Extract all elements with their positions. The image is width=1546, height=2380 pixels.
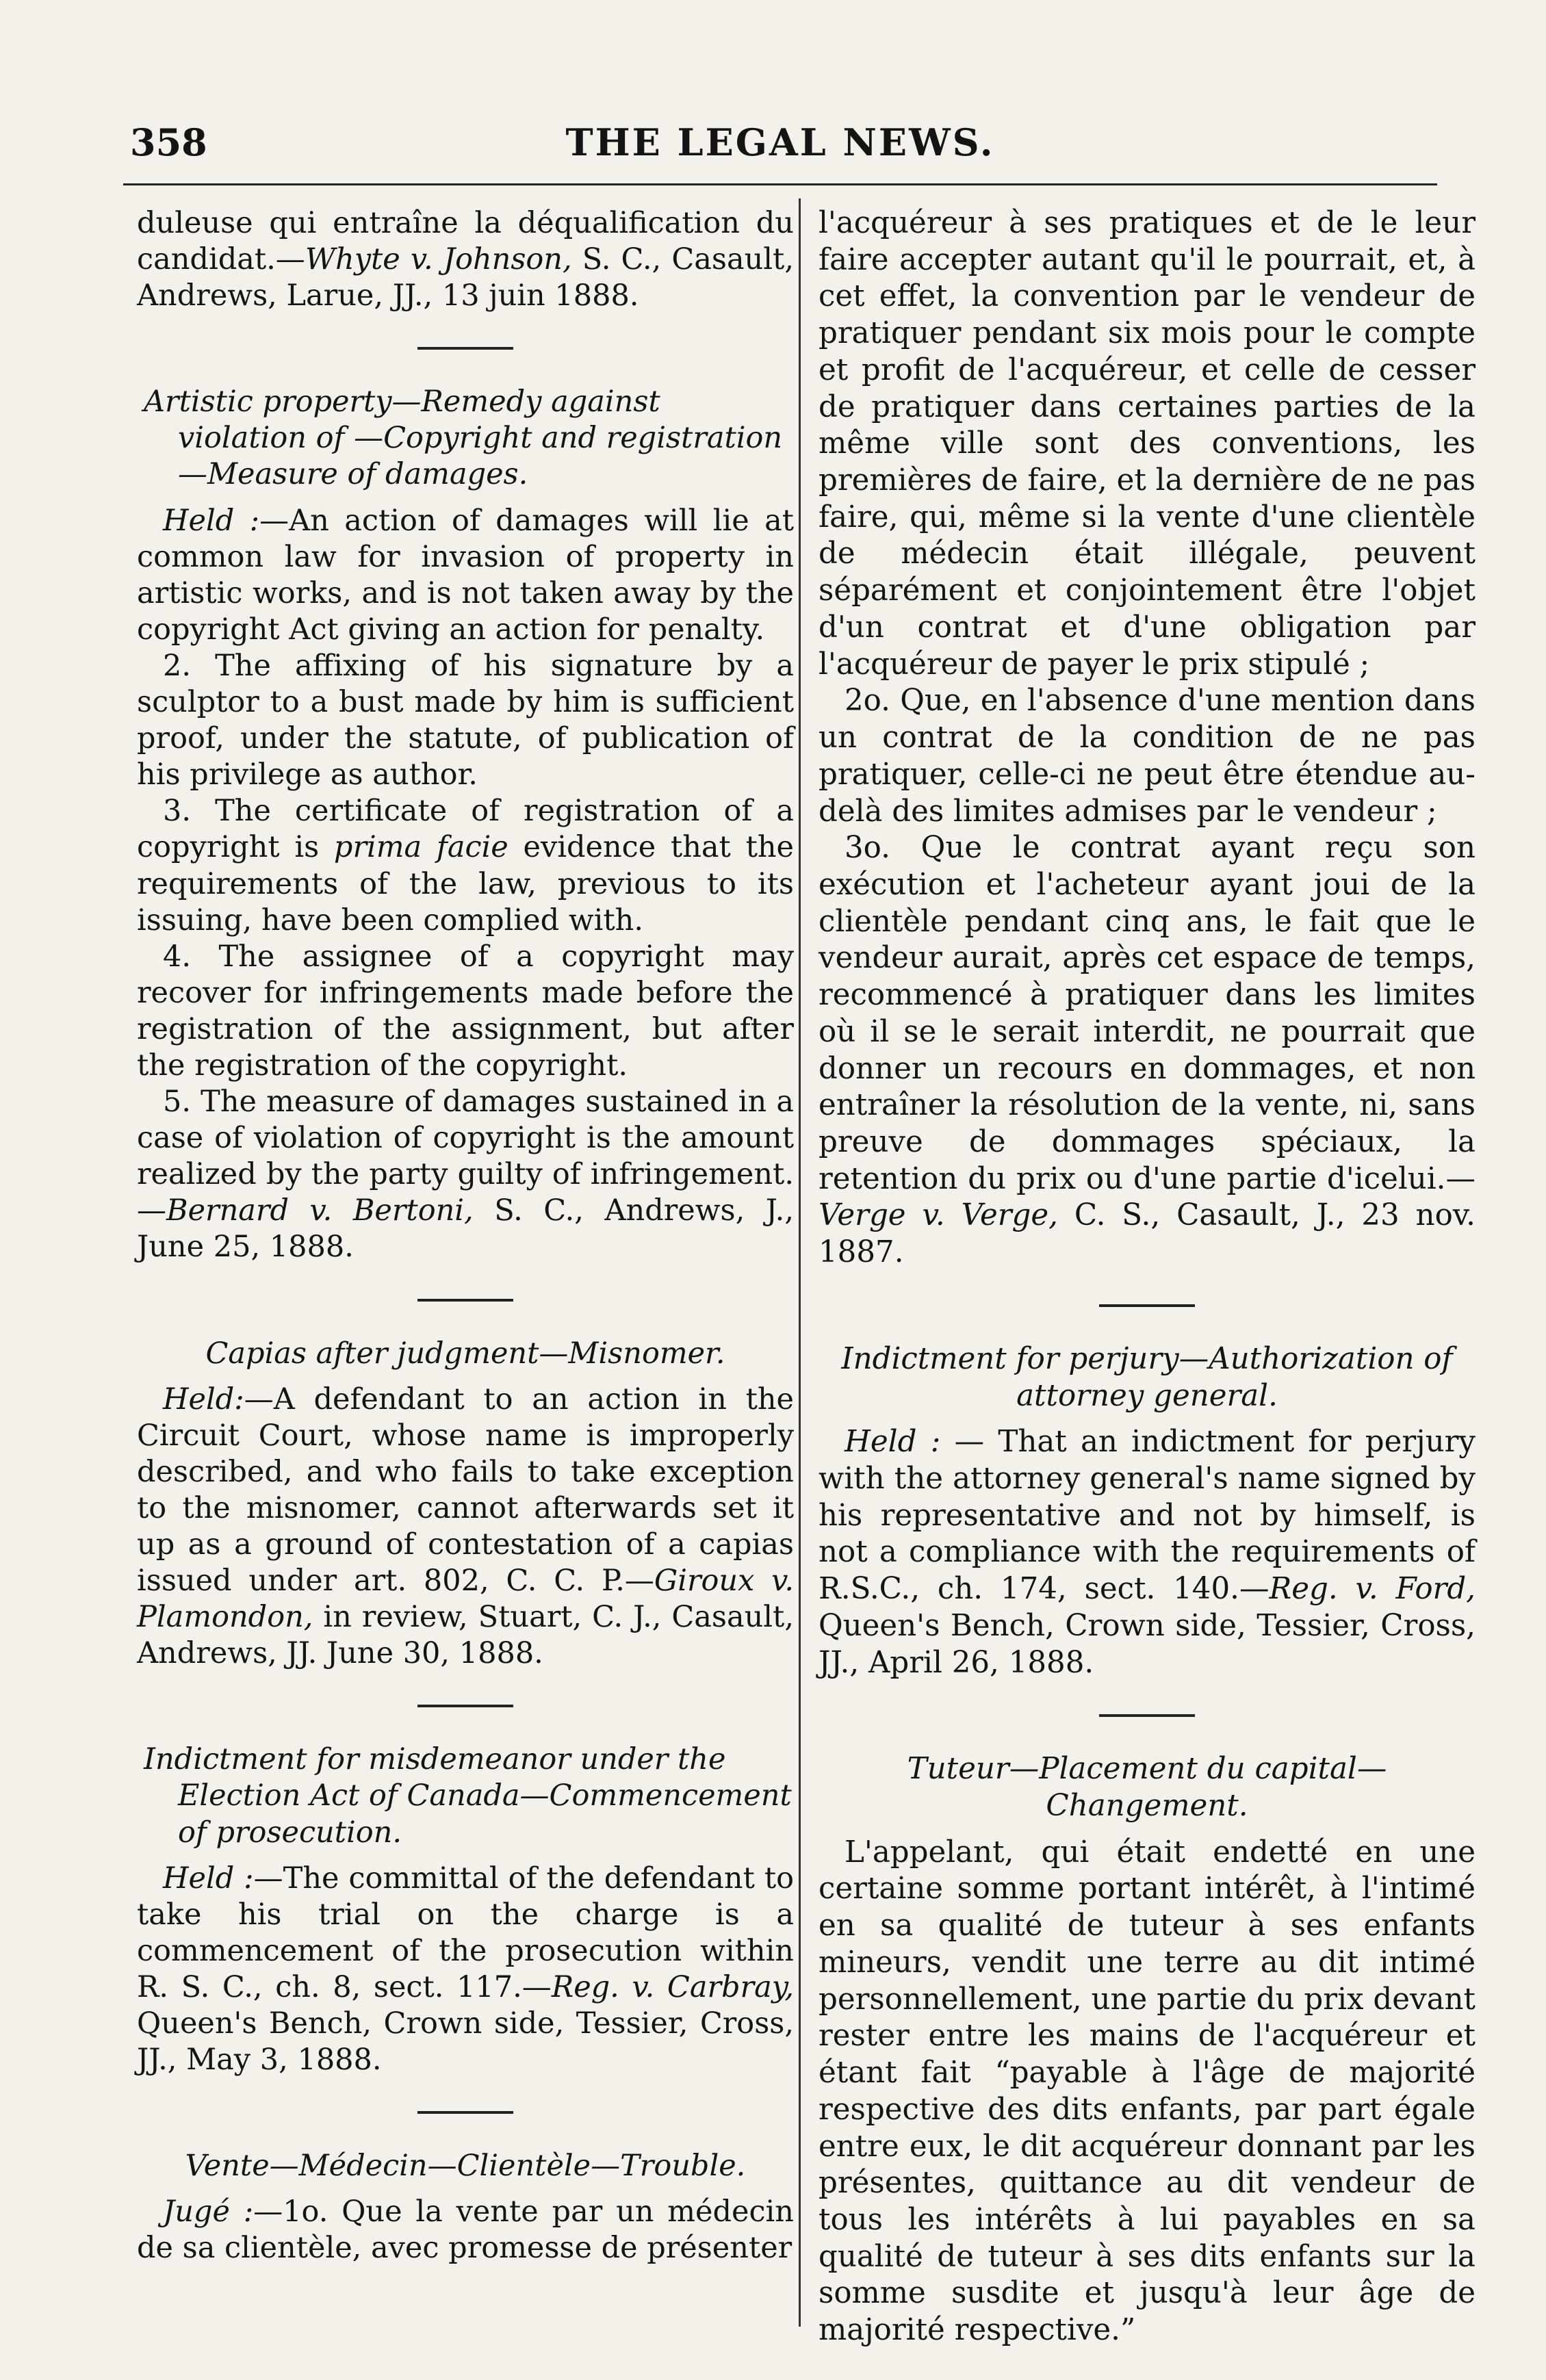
section-separator: [1099, 1714, 1195, 1717]
juge-paragraph: Jugé :—1o. Que la vente par un médecin de sa clientèle, avec promesse de présenter: [137, 2195, 794, 2266]
case-name: Giroux v. Plamondon,: [137, 1564, 794, 1635]
page-header: [130, 120, 1430, 182]
section-heading: Capias after judgment—Misnomer.: [205, 1336, 725, 1371]
section-heading: Tuteur—Placement du capital—Changement.: [907, 1752, 1387, 1824]
running-title: THE LEGAL NEWS.: [565, 120, 995, 164]
section-heading: Artistic property—Remedy against violation of —Copyright and registration—Measure of damages.: [144, 385, 783, 492]
paragraph: 5. The measure of damages sustained in a case of violation of copyright is the amount realized by the party guilty of infringement.—Bernard v. Bertoni, S. C., Andrews, J., June 25, 1888.: [137, 1085, 794, 1265]
held-paragraph: Held :—The committal of the defendant to take his trial on the charge is a commencement of the prosecution within R. S. C., ch. 8, sect. 117.—Reg. v. Carbray, Queen's Bench, Crown side, Tessier, Cross, JJ., May 3, 1888.: [137, 1861, 794, 2078]
held-paragraph: Held : — That an indictment for perjury with the attorney general's name signed by his representative and not by himself, is not a compliance with the requirements of R.S.C., ch. 174, sect. 140.—Reg. v. Ford, Queen's Bench, Crown side, Tessier, Cross, JJ., April 26, 1888.: [819, 1425, 1476, 1680]
paragraph: 3. The certificate of registration of a copyright is prima facie evidence that the requirements of the law, previous to its issuing, have been complied with.: [137, 794, 794, 937]
section-separator: [417, 1299, 513, 1302]
paragraph: L'appelant, qui était endetté en une certaine somme portant intérêt, à l'intimé en sa qualité de tuteur à ses enfants mineurs, vendit une terre au dit intimé personnellement, une partie du prix devant rester entre les mains de l'acquéreur et étant fait “payable à l'âge de majorité respective des dits enfants, par part égale entre eux, le dit acquéreur donnant par les présentes, quittance au dit vendeur de tous les intérêts à lui payables en sa qualité de tuteur à ses dits enfants sur la somme susdite et jusqu'à leur âge de majorité respective.”: [819, 1835, 1476, 2348]
section-separator: [417, 347, 513, 350]
case-name: Reg. v. Ford,: [1269, 1572, 1476, 1607]
continued-paragraph: duleuse qui entraîne la déqualification du candidat.—Whyte v. Johnson, S. C., Casault, Andrews, Larue, JJ., 13 juin 1888.: [137, 206, 794, 313]
paragraph: 2. The affixing of his signature by a sculptor to a bust made by him is sufficient proof, under the statute, of publication of his privilege as author.: [137, 648, 794, 792]
section-separator: [417, 2111, 513, 2114]
case-name: Verge v. Verge,: [819, 1198, 1058, 1233]
right-column: [819, 205, 1476, 2349]
section-separator: [1099, 1304, 1195, 1307]
continued-paragraph: l'acquéreur à ses pratiques et de le leur faire accepter autant qu'il le pourrait, et, à cet effet, la convention par le vendeur de pratiquer pendant six mois pour le compte et profit de l'acquéreur, et celle de cesser de pratiquer dans certaines parties de la même ville sont des conventions, les premières de faire, et la dernière de ne pas faire, qui, même si la vente d'une clientèle de médecin était illégale, peuvent séparément et conjointement être l'objet d'un contrat et d'une obligation par l'acquéreur de payer le prix stipulé ;: [819, 206, 1476, 682]
paragraph: 3o. Que le contrat ayant reçu son exécution et l'acheteur ayant joui de la clientèle pendant cinq ans, le fait que le vendeur aurait, après cet espace de temps, recommencé à pratiquer dans les limites où il se le serait interdit, ne pourrait que donner un recours en dommages, et non entraîner la résolution de la vente, ni, sans preuve de dommages spéciaux, la retention du prix ou d'une partie d'icelui.—Verge v. Verge, C. S., Casault, J., 23 nov. 1887.: [819, 831, 1476, 1270]
section-heading: Vente—Médecin—Clientèle—Trouble.: [185, 2149, 746, 2184]
case-name: Reg. v. Carbray,: [551, 1969, 794, 2004]
paragraph: 2o. Que, en l'absence d'une mention dans un contrat de la condition de ne pas pratiquer, celle-ci ne peut être étendue au-delà des limites admises par le vendeur ;: [819, 684, 1476, 829]
left-column: [137, 205, 794, 2267]
section-heading: Indictment for misdemeanor under the Election Act of Canada—Commencement of prosecution.: [144, 1742, 792, 1850]
case-name: Whyte v. Johnson,: [305, 242, 572, 277]
page-number: 358: [130, 120, 207, 164]
column-divider: [799, 198, 801, 2327]
held-paragraph: Held :—An action of damages will lie at common law for invasion of property in artistic works, and is not taken away by the copyright Act giving an action for penalty.: [137, 503, 794, 647]
section-separator: [417, 1705, 513, 1707]
held-paragraph: Held:—A defendant to an action in the Circuit Court, whose name is improperly described, and who fails to take exception to the misnomer, cannot afterwards set it up as a ground of contestation of a capias issued under art. 802, C. C. P.—Giroux v. Plamondon, in review, Stuart, C. J., Casault, Andrews, JJ. June 30, 1888.: [137, 1382, 794, 1671]
section-heading: Indictment for perjury—Authorization of attorney general.: [841, 1341, 1453, 1413]
paragraph: 4. The assignee of a copyright may recover for infringements made before the registration of the assignment, but after the registration of the copyright.: [137, 939, 794, 1083]
header-rule: [123, 183, 1437, 185]
case-name: —Bernard v. Bertoni,: [137, 1193, 474, 1228]
